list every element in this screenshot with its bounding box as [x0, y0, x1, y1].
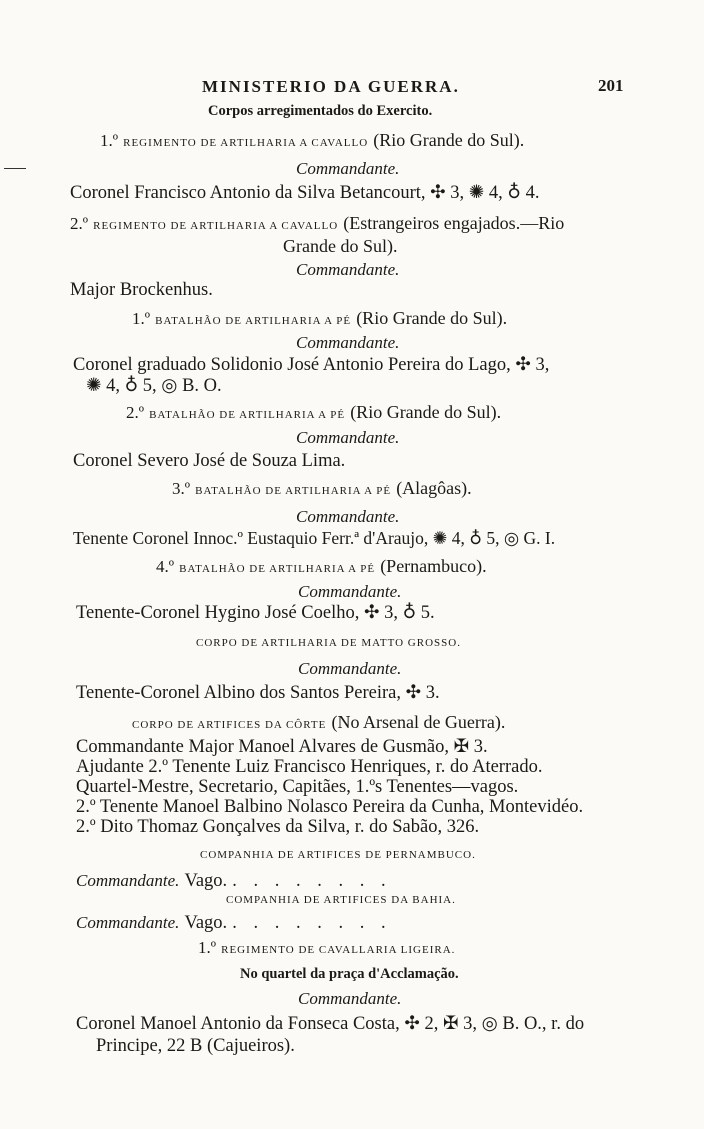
- role-label: Commandante.: [296, 428, 400, 447]
- unit-heading: 2.º REGIMENTO DE ARTILHARIA A CAVALLO (Estrangeiros engajados.—Rio: [70, 213, 565, 233]
- role-label: Commandante.: [296, 333, 400, 352]
- officer-line-cont: Principe, 22 B (Cajueiros).: [96, 1036, 295, 1056]
- role-label: Commandante.: [298, 989, 402, 1008]
- role-label: Commandante.: [298, 582, 402, 601]
- unit-heading: 1.º BATALHÃO DE ARTILHARIA A PÉ (Rio Grande do Sul).: [132, 308, 508, 328]
- officer-line: Tenente Coronel Innoc.º Eustaquio Ferr.ª d'Araujo, ✺ 4, ♁ 5, ◎ G. I.: [73, 528, 556, 548]
- margin-mark: [4, 168, 26, 169]
- vacancy-line: Commandante. Vago. . . . . . . . .: [76, 871, 392, 891]
- roster-line: 2.º Tenente Manoel Balbino Nolasco Pereira da Cunha, Montevidéo.: [76, 797, 584, 817]
- role-label: Commandante.: [296, 507, 400, 526]
- location-note: No quartel da praça d'Acclamação.: [240, 966, 459, 982]
- page-number: 201: [598, 76, 624, 95]
- officer-line: Tenente-Coronel Hygino José Coelho, ✣ 3, ♁ 5.: [76, 603, 435, 623]
- role-label: Commandante.: [298, 659, 402, 678]
- unit-heading: 1.º REGIMENTO DE CAVALLARIA LIGEIRA.: [198, 938, 456, 957]
- unit-heading: 2.º BATALHÃO DE ARTILHARIA A PÉ (Rio Grande do Sul).: [126, 402, 502, 422]
- roster-line: Quartel-Mestre, Secretario, Capitães, 1.ºs Tenentes—vagos.: [76, 777, 519, 797]
- vacancy-line: Commandante. Vago. . . . . . . . .: [76, 913, 392, 933]
- running-title: MINISTERIO DA GUERRA.: [202, 77, 460, 96]
- unit-heading: CORPO DE ARTIFICES DA CÔRTE (No Arsenal de Guerra).: [132, 712, 506, 732]
- officer-line-cont: ✺ 4, ♁ 5, ◎ B. O.: [86, 376, 222, 396]
- officer-line: Tenente-Coronel Albino dos Santos Pereira, ✣ 3.: [76, 683, 440, 703]
- unit-heading: COMPANHIA DE ARTIFICES DA BAHIA.: [226, 894, 456, 906]
- role-label: Commandante.: [296, 159, 400, 178]
- unit-heading: 4.º BATALHÃO DE ARTILHARIA A PÉ (Pernambuco).: [156, 556, 487, 576]
- officer-line: Coronel Severo José de Souza Lima.: [73, 451, 346, 471]
- officer-line: Coronel graduado Solidonio José Antonio Pereira do Lago, ✣ 3,: [73, 355, 550, 375]
- unit-heading: CORPO DE ARTILHARIA DE MATTO GROSSO.: [196, 637, 461, 649]
- officer-line: Coronel Manoel Antonio da Fonseca Costa, ✣ 2, ✠ 3, ◎ B. O., r. do: [76, 1014, 585, 1034]
- officer-line: Major Brockenhus.: [70, 280, 213, 300]
- officer-line: Coronel Francisco Antonio da Silva Betancourt, ✣ 3, ✺ 4, ♁ 4.: [70, 183, 540, 203]
- unit-heading: COMPANHIA DE ARTIFICES DE PERNAMBUCO.: [200, 849, 476, 861]
- roster-line: Commandante Major Manoel Alvares de Gusmão, ✠ 3.: [76, 737, 488, 757]
- role-label: Commandante.: [296, 260, 400, 279]
- roster-line: Ajudante 2.º Tenente Luiz Francisco Henriques, r. do Aterrado.: [76, 757, 543, 777]
- unit-heading: 3.º BATALHÃO DE ARTILHARIA A PÉ (Alagôas).: [172, 478, 472, 498]
- unit-heading: 1.º REGIMENTO DE ARTILHARIA A CAVALLO (Rio Grande do Sul).: [100, 130, 525, 150]
- section-subtitle: Corpos arregimentados do Exercito.: [208, 103, 433, 119]
- roster-line: 2.º Dito Thomaz Gonçalves da Silva, r. do Sabão, 326.: [76, 817, 480, 837]
- unit-heading-cont: Grande do Sul).: [283, 236, 398, 256]
